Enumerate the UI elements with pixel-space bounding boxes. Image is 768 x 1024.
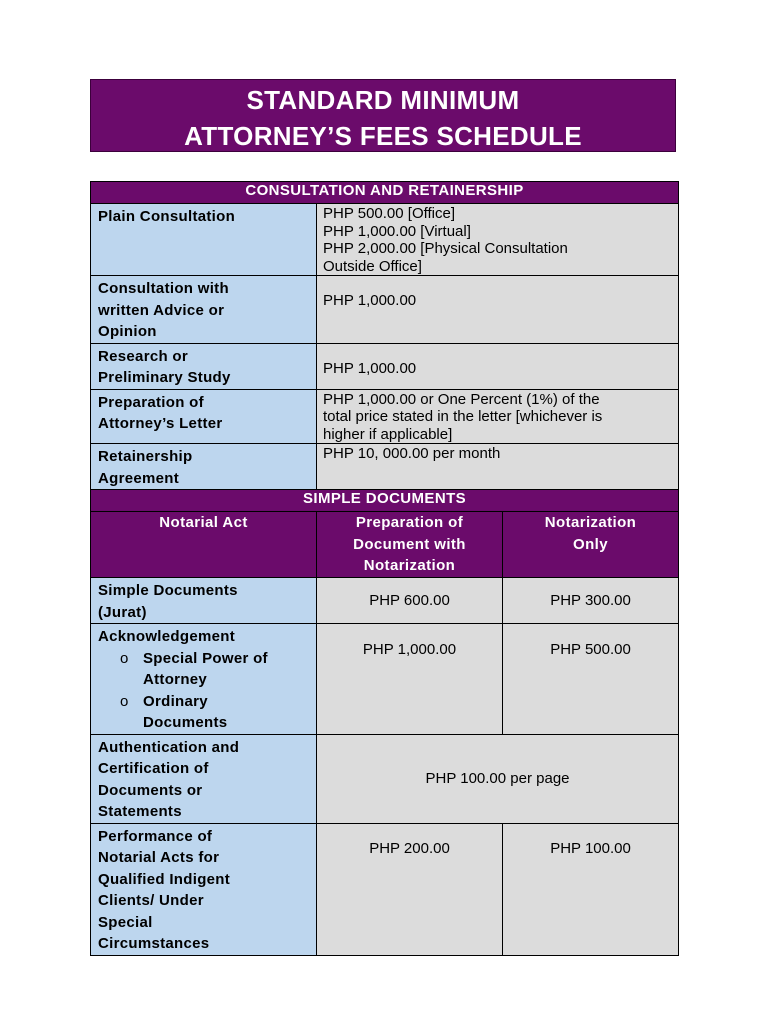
column-header-notarization-only: Notarization Only xyxy=(503,512,679,578)
table-row xyxy=(91,343,679,389)
consultation-section-header: CONSULTATION AND RETAINERSHIP xyxy=(91,182,679,204)
table-row xyxy=(91,204,679,276)
list-item: o Special Power of Attorney xyxy=(120,649,268,688)
row-label: Performance of Notarial Acts for Qualified Indigent Clients/ Under Special Circumstances xyxy=(91,823,317,955)
page-title xyxy=(90,79,676,152)
notary-fee: PHP 100.00 xyxy=(503,823,679,955)
table-row xyxy=(91,734,679,823)
column-header-row xyxy=(91,512,679,578)
row-label: Research or Preliminary Study xyxy=(91,343,317,389)
prep-fee: PHP 600.00 xyxy=(317,578,503,624)
merged-fee: PHP 100.00 per page xyxy=(317,734,679,823)
row-label: Authentication and Certification of Documents or Statements xyxy=(91,734,317,823)
simple-documents-section-header-row xyxy=(91,490,679,512)
column-header-preparation: Preparation of Document with Notarization xyxy=(317,512,503,578)
title-line-1: STANDARD MINIMUM xyxy=(246,85,520,115)
list-item: o Ordinary Documents xyxy=(120,692,228,731)
row-label: Simple Documents (Jurat) xyxy=(91,578,317,624)
row-value: PHP 1,000.00 xyxy=(317,343,679,389)
row-value: PHP 10, 000.00 per month xyxy=(317,444,679,490)
row-label: Consultation with written Advice or Opinion xyxy=(91,276,317,344)
notary-fee: PHP 300.00 xyxy=(503,578,679,624)
row-label: Preparation of Attorney’s Letter xyxy=(91,389,317,444)
notary-fee: PHP 500.00 xyxy=(503,624,679,735)
fees-table xyxy=(90,181,679,956)
row-value: PHP 1,000.00 xyxy=(317,276,679,344)
table-row xyxy=(91,624,679,735)
row-value: PHP 500.00 [Office] PHP 1,000.00 [Virtual] PHP 2,000.00 [Physical Consultation Outside Office] xyxy=(317,204,679,276)
row-value: PHP 1,000.00 or One Percent (1%) of the total price stated in the letter [whichever is higher if applicable] xyxy=(317,389,679,444)
row-label: Acknowledgement o Special Power of Attorney o Ordinary Documents xyxy=(91,624,317,735)
simple-documents-section-header: SIMPLE DOCUMENTS xyxy=(91,490,679,512)
table-row xyxy=(91,389,679,444)
column-header-notarial-act: Notarial Act xyxy=(91,512,317,578)
circle-bullet-icon: o xyxy=(120,692,129,710)
row-label: Retainership Agreement xyxy=(91,444,317,490)
table-row xyxy=(91,276,679,344)
prep-fee: PHP 1,000.00 xyxy=(317,624,503,735)
circle-bullet-icon: o xyxy=(120,649,129,667)
prep-fee: PHP 200.00 xyxy=(317,823,503,955)
row-label: Plain Consultation xyxy=(91,204,317,276)
table-row xyxy=(91,823,679,955)
table-row xyxy=(91,444,679,490)
table-row xyxy=(91,578,679,624)
title-line-2: ATTORNEY’S FEES SCHEDULE xyxy=(184,121,582,151)
sub-item-list xyxy=(98,648,316,734)
consultation-section-header-row xyxy=(91,182,679,204)
